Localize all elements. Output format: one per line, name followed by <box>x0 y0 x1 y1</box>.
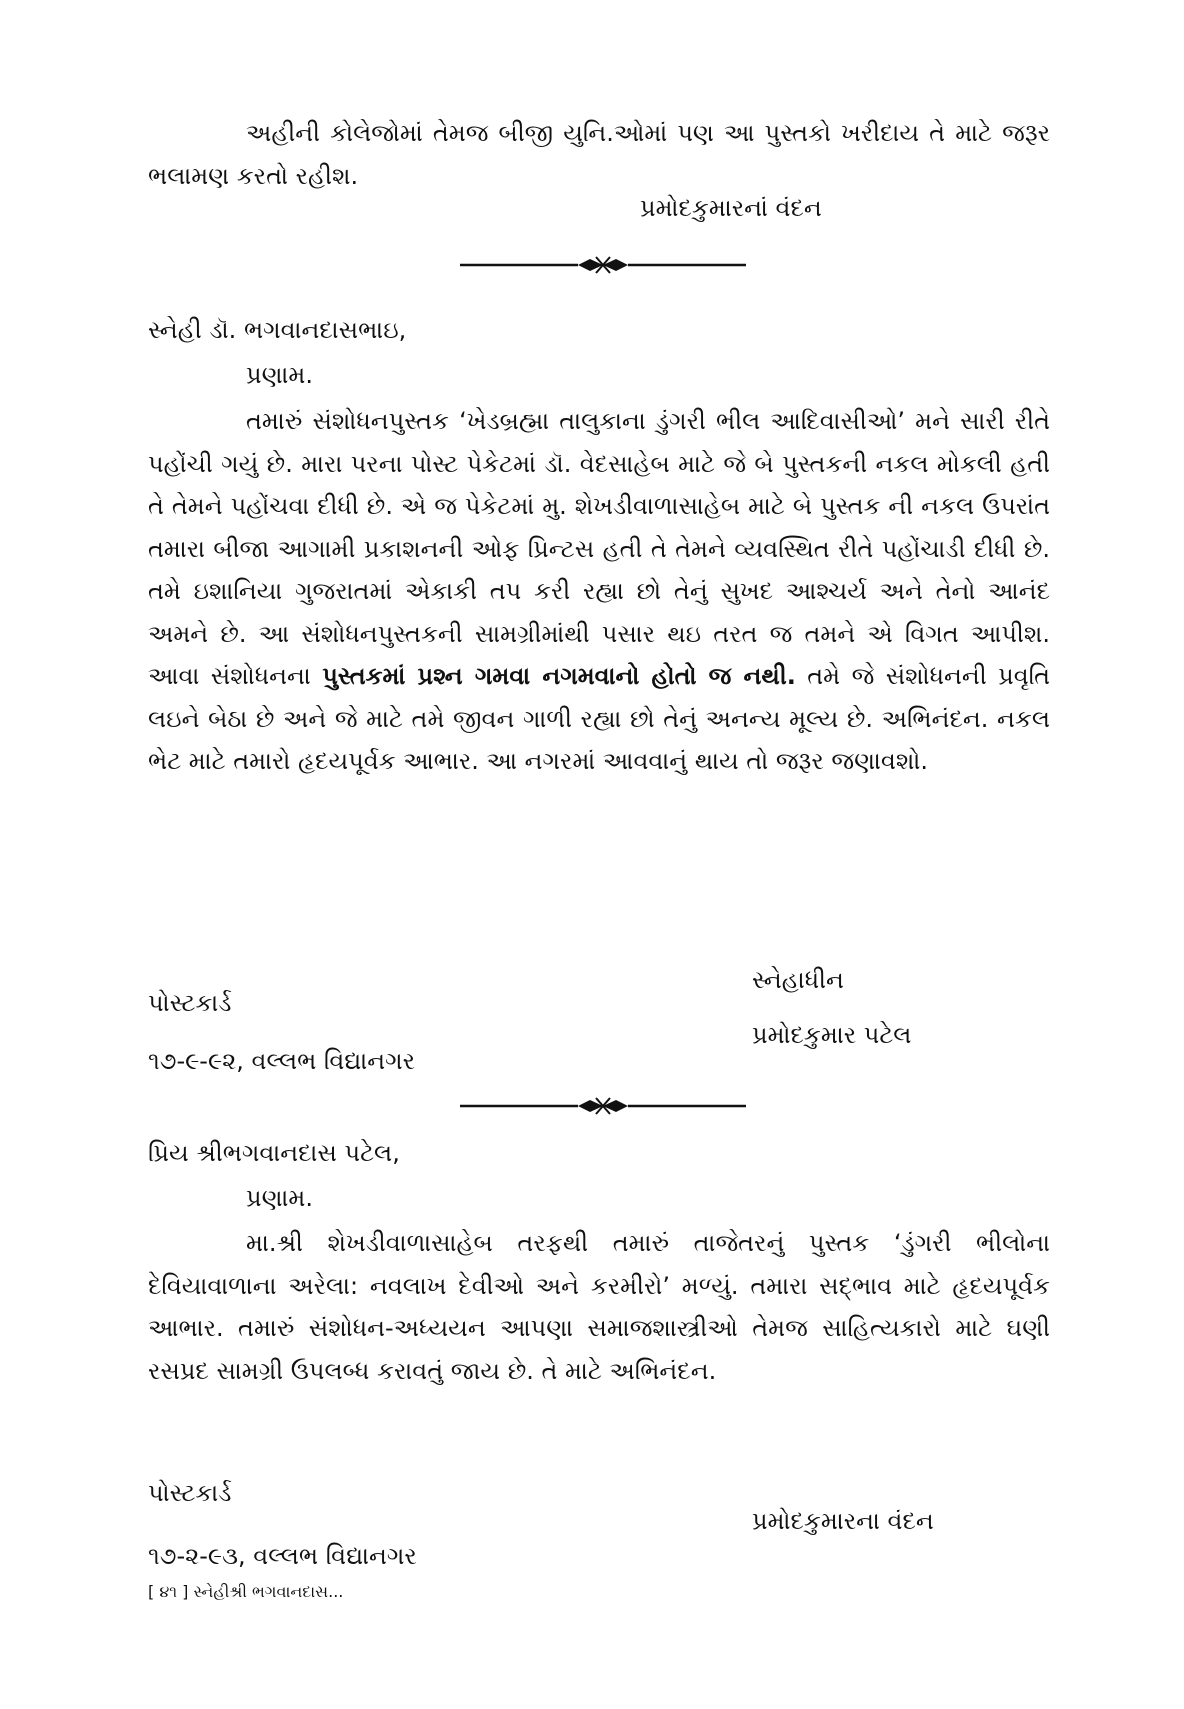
letter2-date-place: ૧૭-૯-૯૨, વલ્લભ વિદ્યાનગર <box>148 1047 416 1075</box>
letter3-postcard-label: પોસ્ટકાર્ડ <box>148 1479 232 1507</box>
letter2-closing: સ્નેહાધીન <box>752 966 844 994</box>
letter1-closing-text: અહીની કોલેજોમાં તેમજ બીજી યુનિ.ઓમાં પણ આ પુસ્તકો ખરીદાય તે માટે જરૂર ભલામણ કરતો રહીશ. <box>148 119 1050 190</box>
letter2-greeting: પ્રણામ. <box>246 361 313 389</box>
letter2-body <box>148 400 1050 783</box>
letter3-signature: પ્રમોદકુમારના વંદન <box>752 1507 934 1535</box>
letter2-body-part1: તમારું સંશોધનપુસ્તક ‘ખેડબ્રહ્મા તાલુકાના ડુંગરી ભીલ આદિવાસીઓ’ મને સારી રીતે પહોંચી ગયું છે. મારા પરના પોસ્ટ પેકેટમાં ડૉ. વેદસાહેબ માટે જે બે પુસ્તકની નકલ મોકલી હતી તે તેમને પહોંચવા દીધી છે. એ જ પેકેટમાં મુ. શેખડીવાળાસાહેબ માટે બે પુસ્તક ની નકલ ઉપરાંત તમારા બીજા આગામી પ્રકાશનની ઓફ પ્રિન્ટસ હતી તે તેમને વ્યવસ્થિત રીતે પહોંચાડી દીધી છે. તમે ઇશાનિયા ગુજરાતમાં એકાકી તપ કરી રહ્યા છો તેનું સુખદ આશ્ચર્ય અને તેનો આનંદ અમને છે. આ સંશોધનપુસ્તકની સામગ્રીમાંથી પસાર થઇ તરત જ તમને એ વિગત આપીશ. આવા સંશોધનના <box>148 407 1050 690</box>
ornamental-divider <box>460 255 746 275</box>
letter2-signature: પ્રમોદકુમાર પટેલ <box>752 1021 912 1049</box>
letter2-salutation: સ્નેહી ડૉ. ભગવાનદાસભાઇ, <box>148 316 407 344</box>
letter1-closing-paragraph <box>148 112 1050 197</box>
letter2-postcard-label: પોસ્ટકાર્ડ <box>148 989 232 1017</box>
letter2-body-bold: પુસ્તકમાં પ્રશ્ન ગમવા નગમવાનો હોતો જ નથી. <box>322 662 796 690</box>
letter3-date-place: ૧૭-૨-૯૩, વલ્લભ વિદ્યાનગર <box>148 1542 417 1570</box>
ornamental-divider <box>460 1096 746 1116</box>
page-footer <box>148 1582 343 1602</box>
running-title: સ્નેહીશ્રી ભગવાનદાસ... <box>193 1582 344 1601</box>
letter1-signature: પ્રમોદકુમારનાં વંદન <box>640 194 822 222</box>
letter3-greeting: પ્રણામ. <box>246 1184 313 1212</box>
page-number: [ ૪૧ ] <box>148 1582 189 1601</box>
letter3-body-text: મા.શ્રી શેખડીવાળાસાહેબ તરફથી તમારું તાજેતરનું પુસ્તક ‘ડુંગરી ભીલોના દેવિયાવાળાના અરેલા: નવલાખ દેવીઓ અને કરમીરો’ મળ્યું. તમારા સદ્ભાવ માટે હૃદયપૂર્વક આભાર. તમારું સંશોધન-અધ્યયન આપણા સમાજશાસ્ત્રીઓ તેમજ સાહિત્યકારો માટે ઘણી રસપ્રદ સામગ્રી ઉપલબ્ધ કરાવતું જાય છે. તે માટે અભિનંદન. <box>148 1229 1050 1385</box>
letter3-body <box>148 1222 1050 1392</box>
letter3-salutation: પ્રિય શ્રીભગવાનદાસ પટેલ, <box>148 1139 400 1167</box>
letter2-body-part2: તમે જે સંશોધનની પ્રવૃતિ લઇને બેઠા છે અને જે માટે તમે જીવન ગાળી રહ્યા છો તેનું અનન્ય મૂલ્ય છે. અભિનંદન. નકલ ભેટ માટે તમારો હૃદયપૂર્વક આભાર. આ નગરમાં આવવાનું થાય તો જરૂર જણાવશો. <box>148 662 1050 775</box>
